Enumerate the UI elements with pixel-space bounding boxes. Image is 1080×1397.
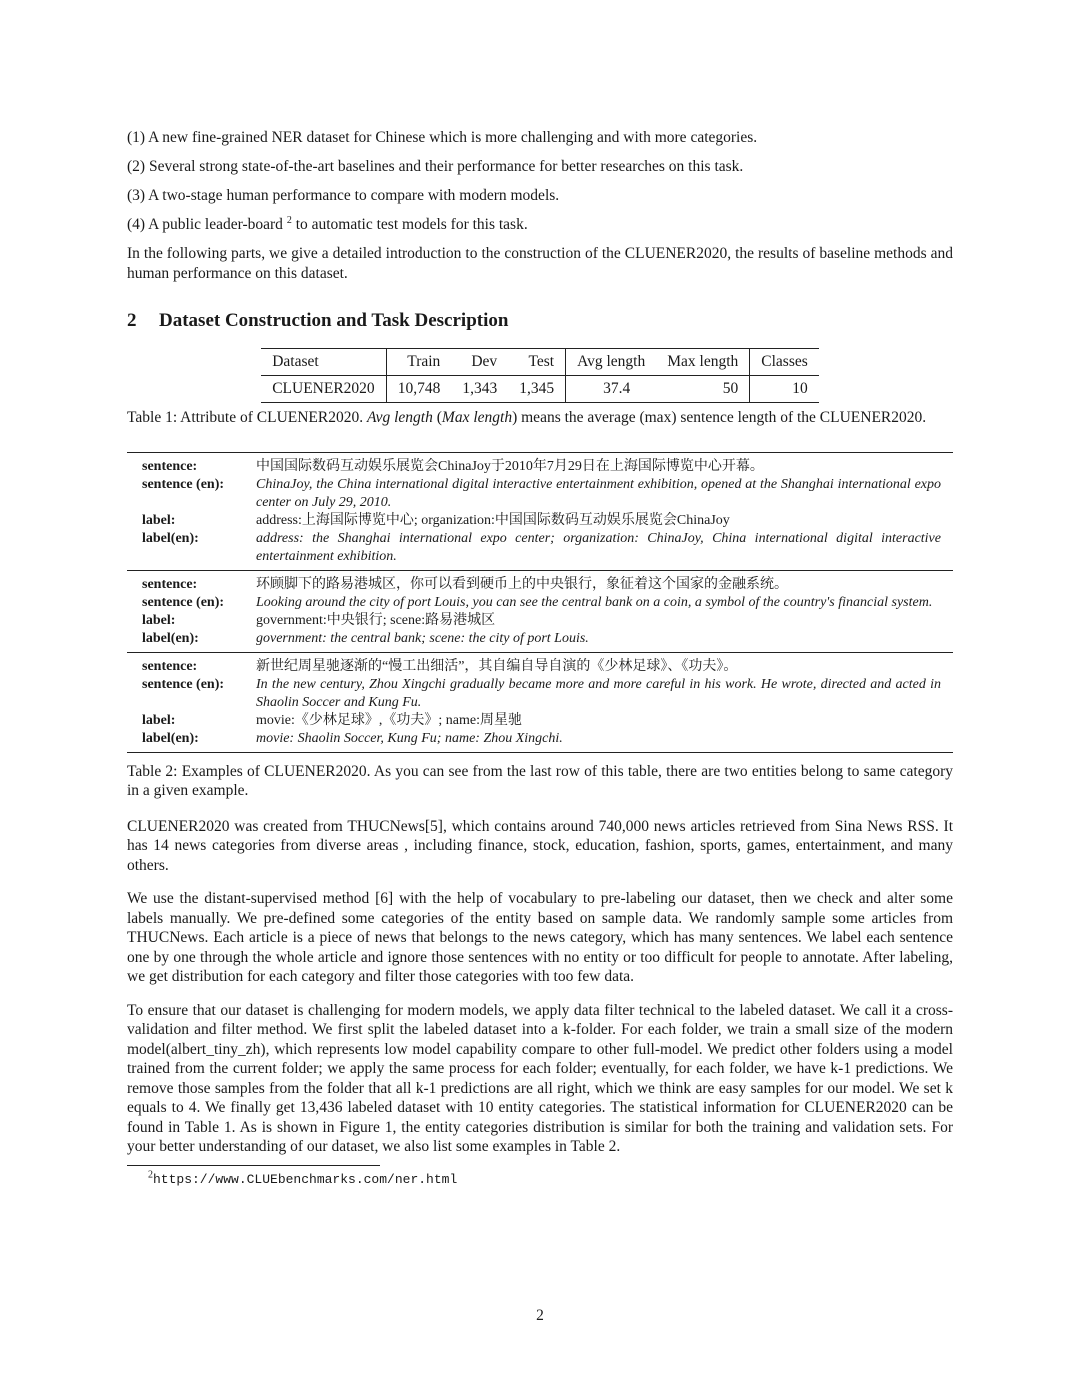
label-label: label:: [142, 712, 176, 728]
footnote-mark[interactable]: 2: [286, 214, 292, 226]
contribution-4-text-a: (4) A public leader-board: [127, 216, 283, 233]
table-2-row: [127, 452, 953, 476]
table-1-cell: 50: [656, 376, 750, 403]
table-1-caption: [127, 408, 953, 428]
body-paragraph-2: We use the distant-supervised method [6] with the help of vocabulary to pre-labeling our dataset, then we check and alter some labels manually. We pre-defined some categories of the entity based on sample data. We randomly sample some articles from THUCNews. Each article is a piece of news that belongs to the news category, which has many sentences. We label each sentence one by one through the whole article and ignore those sentences with no entity or too difficult for people to annotate. After labeling, we get distribution for each category and filter those categories with too few data.: [127, 890, 953, 985]
table-2-caption: Table 2: Examples of CLUENER2020. As you can see from the last row of this table, there are two entities belong to same category in a given example.: [127, 762, 953, 799]
table-2-row: [127, 652, 953, 676]
intro-paragraph: In the following parts, we give a detailed introduction to the construction of the CLUENER2020, the results of baseline methods and human performance on this dataset.: [127, 245, 953, 282]
table-2: [127, 452, 953, 753]
label-en-value: government: the central bank; scene: the city of port Louis.: [256, 630, 589, 646]
table-1-caption-paren: (: [436, 409, 442, 426]
footnote-number: 2: [148, 1169, 153, 1181]
table-2-row: [127, 712, 953, 730]
sentence-label: sentence:: [127, 652, 256, 676]
table-2-row: [127, 570, 953, 594]
sentence-en-label: sentence (en):: [142, 594, 225, 610]
body-paragraph-1: CLUENER2020 was created from THUCNews[5], which contains around 740,000 news articles retrieved from Sina News RSS. It has 14 news categories from diverse areas , including finance, stock, education, fashion, sports, games, entertainment, and many others.: [127, 817, 953, 874]
table-1-wrapper: [127, 348, 953, 403]
table-1-caption-italic-1: Avg length: [367, 409, 433, 426]
label-value: address:上海国际博览中心; organization:中国国际数码互动娱乐展览会ChinaJoy: [256, 512, 730, 528]
sentence-value: 新世纪周星驰逐渐的“慢工出细活”，其自编自导自演的《少林足球》、《功夫》。: [256, 652, 953, 676]
table-1-header-cell: Dataset: [261, 349, 386, 376]
table-2-row: [127, 476, 953, 512]
table-2-row: [127, 676, 953, 712]
table-2-row: [127, 512, 953, 530]
table-2-row: [127, 612, 953, 630]
table-2-row: [127, 530, 953, 571]
table-1-header-cell: Classes: [750, 349, 819, 376]
section-heading: [127, 309, 953, 333]
sentence-en-value: ChinaJoy, the China international digital interactive entertainment exhibition, opened at the Shanghai international expo center on July 29, 2010.: [256, 476, 941, 510]
label-value: government:中央银行; scene:路易港城区: [256, 612, 496, 628]
table-1-cell: 1,343: [462, 380, 498, 397]
footnote: [148, 1169, 953, 1187]
table-1-caption-prefix: Table 1: Attribute of CLUENER2020.: [127, 409, 364, 426]
table-2-example-1: [127, 452, 953, 570]
table-1-cell: 10,748: [397, 380, 441, 397]
table-2-row: [127, 630, 953, 653]
footnote-divider: [127, 1165, 380, 1166]
table-1-header-row: [261, 349, 819, 376]
table-1-header-cell: Dev: [451, 349, 508, 376]
sentence-value: 中国国际数码互动娱乐展览会ChinaJoy于2010年7月29日在上海国际博览中心开幕。: [256, 458, 764, 474]
table-1-header-cell: Avg length: [566, 349, 657, 376]
section-title: Dataset Construction and Task Description: [159, 310, 509, 331]
table-1-cell: 37.4: [603, 380, 631, 397]
table-1-cell: 1,345: [508, 376, 565, 403]
footnote-url[interactable]: https://www.CLUEbenchmarks.com/ner.html: [153, 1171, 458, 1187]
label-en-label: label(en):: [142, 530, 199, 546]
table-1-caption-rest: ) means the average (max) sentence length of the CLUENER2020.: [512, 409, 927, 426]
contribution-4: [127, 215, 953, 235]
page-number: 2: [536, 1307, 544, 1324]
table-1-cell: 10: [792, 380, 808, 397]
label-en-label: label(en):: [142, 730, 199, 746]
body-paragraph-3: To ensure that our dataset is challenging for modern models, we apply data filter technical to the labeled dataset. We call it a cross-validation and filter method. We first split the labeled dataset into a k-folder. For each folder, we train a small size of the modern model(albert_tiny_zh), which represents low model capability compare to other full-model. We predict other folders using a model trained from the current folder; we apply the same process for each folder; eventually, for each folder, we have k-1 predictions. We remove those samples from the folder that all k-1 predictions are all right, which we think are easy samples for our model. We set k equals to 4. We finally get 13,436 labeled dataset with 10 entity categories. The statistical information for CLUENER2020 can be found in Table 1. As is shown in Figure 1, the entity categories distribution is similar for both the training and validation sets. For your better understanding of our dataset, we also list some examples in Table 2.: [127, 1001, 953, 1155]
label-label: label:: [142, 612, 176, 628]
label-en-label: label(en):: [142, 630, 199, 646]
table-1-caption-italic-2: Max length: [441, 409, 513, 426]
table-1-cell: CLUENER2020: [261, 376, 386, 403]
sentence-value: 环顾脚下的路易港城区，你可以看到硬币上的中央银行，象征着这个国家的金融系统。: [256, 570, 953, 594]
label-value: movie:《少林足球》,《功夫》; name:周星驰: [256, 712, 522, 728]
table-1-header-cell: Train: [386, 349, 451, 376]
label-en-value: movie: Shaolin Soccer, Kung Fu; name: Zhou Xingchi.: [256, 730, 563, 746]
table-1-header-cell: Test: [508, 349, 565, 376]
table-2-example-2: [127, 570, 953, 652]
table-2-row: [127, 594, 953, 612]
label-en-value: address: the Shanghai international expo center; organization: ChinaJoy, China international digital interactive entertainment exhibition.: [256, 530, 941, 564]
sentence-en-label: sentence (en):: [142, 476, 225, 492]
contribution-1: (1) A new fine-grained NER dataset for Chinese which is more challenging and with more categories.: [127, 129, 758, 146]
table-1-header-cell: Max length: [656, 349, 750, 376]
sentence-en-label: sentence (en):: [142, 676, 225, 692]
table-2-row: [127, 730, 953, 753]
section-number: 2: [127, 310, 137, 331]
sentence-en-value: Looking around the city of port Louis, you can see the central bank on a coin, a symbol of the country's financial system.: [256, 594, 933, 610]
sentence-label: sentence:: [142, 458, 198, 474]
contribution-2: (2) Several strong state-of-the-art baselines and their performance for better researches on this task.: [127, 158, 744, 175]
sentence-label: sentence:: [127, 570, 256, 594]
table-1-row: [261, 376, 819, 403]
table-1: [261, 348, 819, 403]
contribution-4-text-b: to automatic test models for this task.: [295, 216, 528, 233]
paper-page: [127, 128, 953, 1187]
sentence-en-value: In the new century, Zhou Xingchi gradually became more and more careful in his work. He wrote, directed and acted in Shaolin Soccer and Kung Fu.: [256, 676, 941, 710]
contribution-3: (3) A two-stage human performance to compare with modern models.: [127, 187, 560, 204]
table-2-example-3: [127, 652, 953, 752]
label-label: label:: [142, 512, 176, 528]
